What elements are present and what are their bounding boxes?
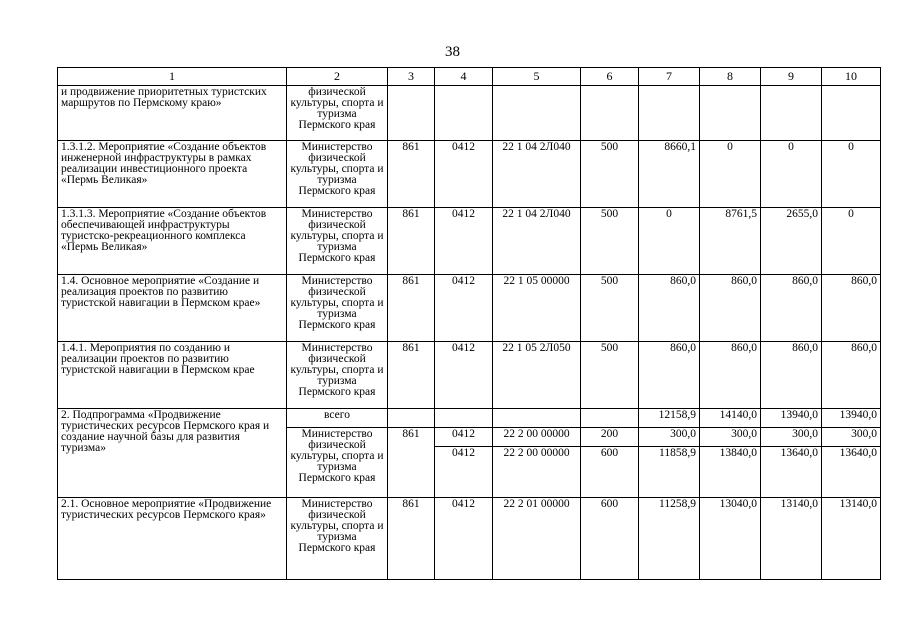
activity-name: 2. Подпрограмма «Продвижение туристических ресурсов Пермского края и создание научной базы для развития туризма»: [58, 409, 287, 498]
cell-amount: 13140,0: [822, 498, 881, 580]
budget-table: [57, 67, 881, 580]
header-cell: 10: [822, 68, 881, 86]
activity-name: 1.3.1.3. Мероприятие «Создание объектов обеспечивающей инфраструктуры туристско-рекреационного комплекса «Пермь Великая»: [58, 208, 287, 275]
cell-amount: 300,0: [761, 428, 822, 447]
cell-empty: [493, 409, 581, 428]
cell-amount: 860,0: [639, 275, 700, 342]
cell-amount: 11258,9: [639, 498, 700, 580]
executor: Министерство физической культуры, спорта и туризма Пермского края: [287, 275, 388, 342]
cell-amount: 0: [639, 208, 700, 275]
table-row: [58, 498, 881, 580]
table-row: [58, 141, 881, 208]
cell-section: 0412: [435, 428, 493, 447]
cell-amount: 13940,0: [822, 409, 881, 428]
cell-target: 22 1 05 00000: [493, 275, 581, 342]
cell-amount: 13840,0: [700, 447, 761, 498]
header-cell: 3: [388, 68, 435, 86]
cell-amount: 0: [761, 141, 822, 208]
cell-code: 861: [388, 275, 435, 342]
cell-section: 0412: [435, 498, 493, 580]
header-cell: 8: [700, 68, 761, 86]
cell-empty: [435, 86, 493, 141]
activity-name: 1.4.1. Мероприятия по созданию и реализации проектов по развитию туристской навигации в Пермском крае: [58, 342, 287, 409]
cell-target: 22 2 01 00000: [493, 498, 581, 580]
cell-expense-type: 600: [581, 498, 639, 580]
cell-amount: 13640,0: [761, 447, 822, 498]
cell-expense-type: 200: [581, 428, 639, 447]
cell-empty: [388, 86, 435, 141]
cell-amount: 860,0: [822, 275, 881, 342]
cell-amount: 300,0: [639, 428, 700, 447]
cell-code: 861: [388, 208, 435, 275]
total-label: всего: [287, 409, 388, 428]
header-cell: 5: [493, 68, 581, 86]
cell-amount: 300,0: [700, 428, 761, 447]
table-row: [58, 275, 881, 342]
cell-expense-type: 500: [581, 342, 639, 409]
cell-amount: 0: [822, 208, 881, 275]
cell-amount: 8761,5: [700, 208, 761, 275]
header-cell: 1: [58, 68, 287, 86]
cell-amount: 13140,0: [761, 498, 822, 580]
cell-amount: 860,0: [822, 342, 881, 409]
cell-target: 22 1 05 2Л050: [493, 342, 581, 409]
executor: Министерство физической культуры, спорта и туризма Пермского края: [287, 428, 388, 498]
cell-amount: 14140,0: [700, 409, 761, 428]
header-cell: 9: [761, 68, 822, 86]
header-row: [58, 68, 881, 86]
cell-amount: 13640,0: [822, 447, 881, 498]
cell-amount: 860,0: [700, 342, 761, 409]
header-cell: 6: [581, 68, 639, 86]
table-row: [58, 342, 881, 409]
activity-name: 2.1. Основное мероприятие «Продвижение туристических ресурсов Пермского края»: [58, 498, 287, 580]
cell-section: 0412: [435, 141, 493, 208]
activity-name: и продвижение приоритетных туристских маршрутов по Пермскому краю»: [58, 86, 287, 141]
cell-code: 861: [388, 428, 435, 498]
page-number: 38: [445, 44, 460, 60]
cell-amount: 12158,9: [639, 409, 700, 428]
executor: физической культуры, спорта и туризма Пермского края: [287, 86, 388, 141]
cell-amount: 13040,0: [700, 498, 761, 580]
cell-empty: [581, 86, 639, 141]
cell-expense-type: 500: [581, 275, 639, 342]
header-cell: 7: [639, 68, 700, 86]
cell-expense-type: 500: [581, 141, 639, 208]
cell-amount: 2655,0: [761, 208, 822, 275]
cell-amount: 13940,0: [761, 409, 822, 428]
activity-name: 1.4. Основное мероприятие «Создание и реализация проектов по развитию туристской навигации в Пермском крае»: [58, 275, 287, 342]
cell-empty: [493, 86, 581, 141]
cell-amount: 11858,9: [639, 447, 700, 498]
cell-section: 0412: [435, 275, 493, 342]
cell-expense-type: 600: [581, 447, 639, 498]
cell-section: 0412: [435, 208, 493, 275]
cell-code: 861: [388, 342, 435, 409]
cell-empty: [822, 86, 881, 141]
cell-amount: 860,0: [700, 275, 761, 342]
table-row: [58, 208, 881, 275]
executor: Министерство физической культуры, спорта и туризма Пермского края: [287, 498, 388, 580]
cell-empty: [700, 86, 761, 141]
header-cell: 4: [435, 68, 493, 86]
cell-empty: [581, 409, 639, 428]
cell-amount: 300,0: [822, 428, 881, 447]
cell-section: 0412: [435, 342, 493, 409]
cell-target: 22 1 04 2Л040: [493, 208, 581, 275]
cell-amount: 8660,1: [639, 141, 700, 208]
cell-empty: [388, 409, 435, 428]
table-row: [58, 86, 881, 141]
cell-code: 861: [388, 141, 435, 208]
header-cell: 2: [287, 68, 388, 86]
executor: Министерство физической культуры, спорта и туризма Пермского края: [287, 141, 388, 208]
cell-amount: 860,0: [639, 342, 700, 409]
cell-empty: [435, 409, 493, 428]
cell-empty: [761, 86, 822, 141]
cell-expense-type: 500: [581, 208, 639, 275]
cell-amount: 0: [822, 141, 881, 208]
cell-amount: 860,0: [761, 275, 822, 342]
cell-target: 22 2 00 00000: [493, 428, 581, 447]
table-row: [58, 409, 881, 428]
cell-empty: [639, 86, 700, 141]
executor: Министерство физической культуры, спорта и туризма Пермского края: [287, 208, 388, 275]
cell-code: 861: [388, 498, 435, 580]
activity-name: 1.3.1.2. Мероприятие «Создание объектов инженерной инфраструктуры в рамках реализации инвестиционного проекта «Пермь Великая»: [58, 141, 287, 208]
executor: Министерство физической культуры, спорта и туризма Пермского края: [287, 342, 388, 409]
cell-section: 0412: [435, 447, 493, 498]
cell-amount: 860,0: [761, 342, 822, 409]
cell-target: 22 2 00 00000: [493, 447, 581, 498]
cell-target: 22 1 04 2Л040: [493, 141, 581, 208]
cell-amount: 0: [700, 141, 761, 208]
